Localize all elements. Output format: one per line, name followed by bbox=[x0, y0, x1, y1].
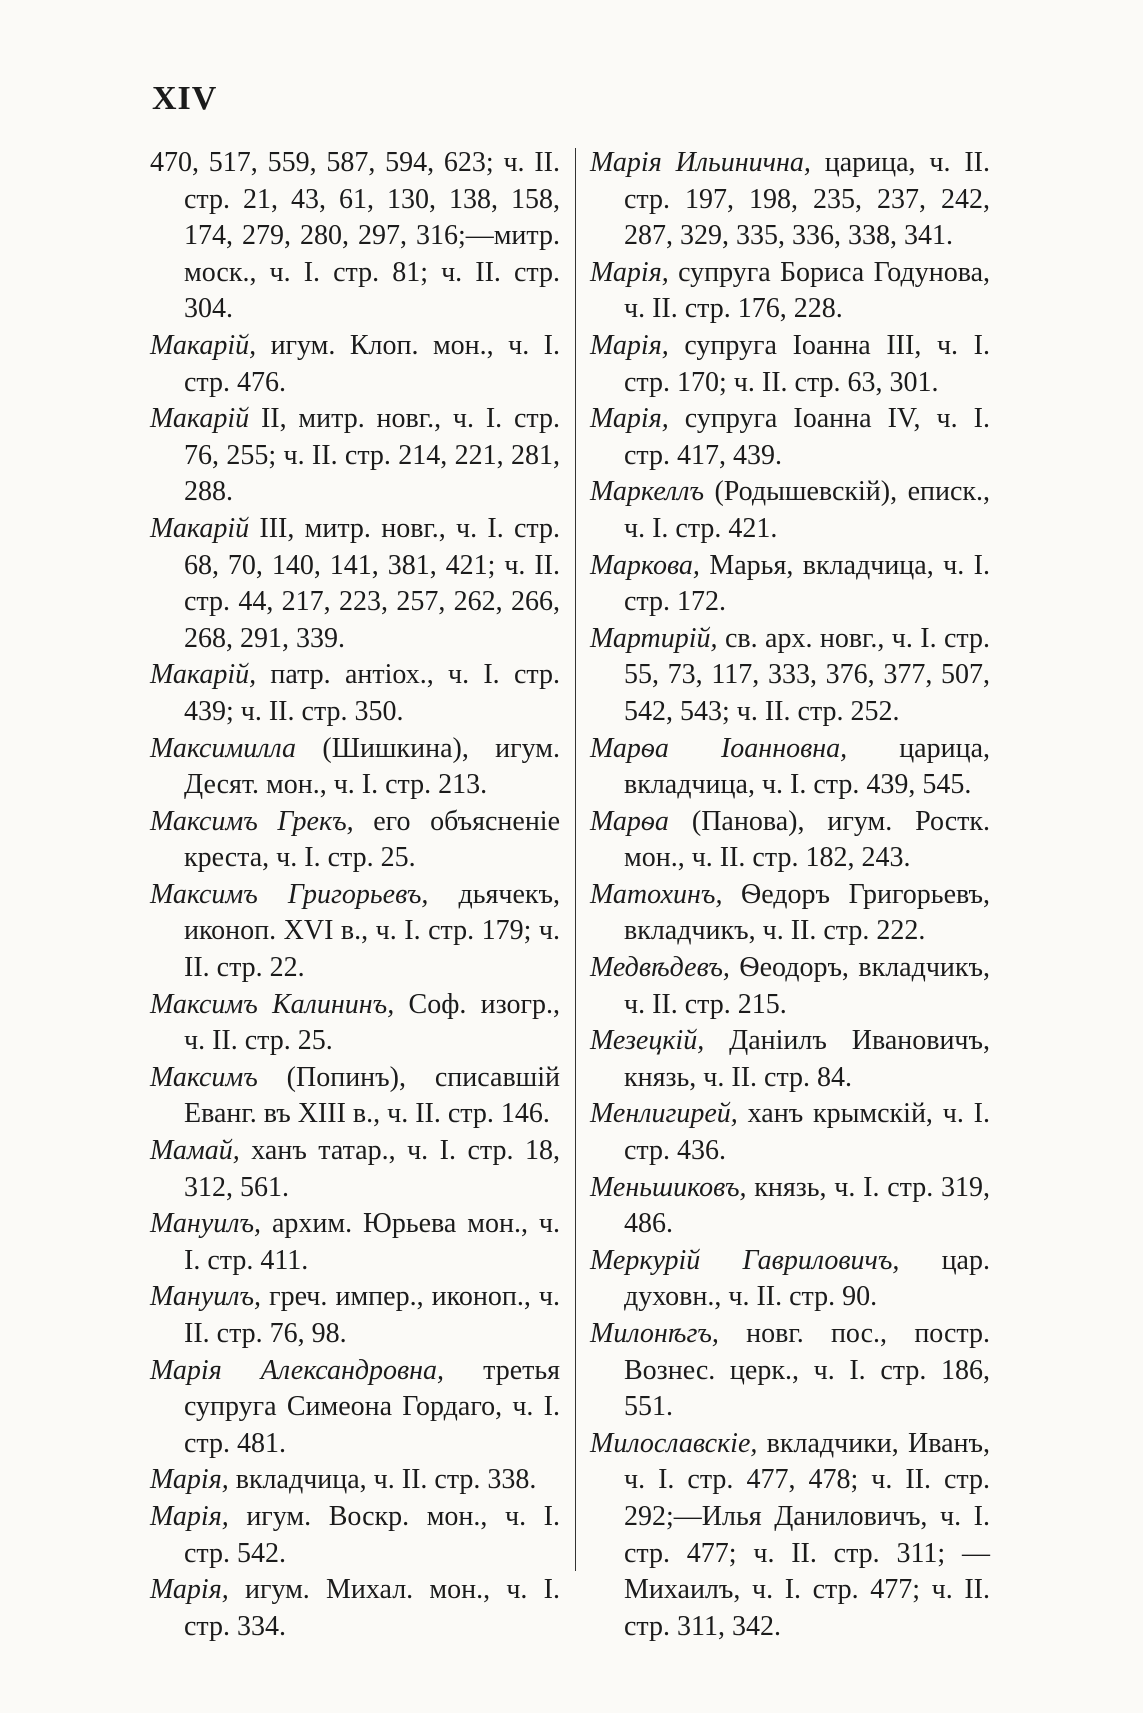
index-entry bbox=[150, 145, 560, 328]
index-entry bbox=[150, 731, 560, 804]
entry-headword: Марія, bbox=[590, 403, 669, 435]
entry-text: ханъ татар., ч. I. стр. 18, 312, 561. bbox=[184, 1135, 560, 1203]
entry-text: патр. антіох., ч. I. стр. 439; ч. II. стр. 350. bbox=[184, 659, 560, 727]
index-entry bbox=[150, 1206, 560, 1279]
index-entry bbox=[150, 987, 560, 1060]
column-divider bbox=[575, 148, 576, 1571]
entry-headword: Марія Ильинична, bbox=[590, 147, 811, 178]
index-entry bbox=[590, 1243, 990, 1316]
entry-text: его объясненіе креста, ч. I. стр. 25. bbox=[184, 805, 561, 874]
entry-headword: Макарій, bbox=[150, 659, 257, 691]
index-entry bbox=[590, 145, 990, 255]
entry-text: князь, ч. I. стр. 319, 486. bbox=[624, 1171, 990, 1240]
entry-text: (Родышевскій), еписк., ч. I. стр. 421. bbox=[624, 476, 990, 544]
entry-text: супруга Бориса Годунова, ч. II. стр. 176, 228. bbox=[624, 256, 990, 325]
entry-text: 470, 517, 559, 587, 594, 623; ч. II. стр. 21, 43, 61, 130, 138, 158, 174, 279, 280, 297, 316;—митр. моск., ч. I. стр. 81; ч. II. стр. 304. bbox=[150, 147, 560, 325]
entry-text: игум. Воскр. мон., ч. I. стр. 542. bbox=[184, 1500, 560, 1569]
index-entry bbox=[150, 1462, 560, 1499]
index-entry bbox=[590, 255, 990, 328]
index-entry bbox=[150, 1133, 560, 1206]
index-entry bbox=[590, 804, 990, 877]
entry-headword: Макарій, bbox=[150, 329, 257, 361]
index-entry bbox=[590, 1316, 990, 1426]
index-entry bbox=[150, 401, 560, 511]
entry-headword: Максимъ bbox=[150, 1061, 258, 1093]
entry-headword: Маркова, bbox=[590, 549, 700, 581]
index-entry bbox=[150, 804, 560, 877]
entry-text: ханъ крымскій, ч. I. стр. 436. bbox=[624, 1098, 990, 1167]
entry-text: дьячекъ, иконоп. XVI в., ч. I. стр. 179; ч. II. стр. 22. bbox=[184, 878, 560, 984]
entry-text: супруга Іоанна III, ч. I. стр. 170; ч. II. стр. 63, 301. bbox=[624, 329, 990, 398]
index-entry bbox=[590, 328, 990, 401]
entry-text: Ѳедоръ Григорьевъ, вкладчикъ, ч. II. стр. 222. bbox=[624, 878, 990, 947]
index-entry bbox=[150, 657, 560, 730]
entry-headword: Марія Александровна, bbox=[150, 1354, 445, 1386]
index-column-right bbox=[590, 145, 990, 1645]
entry-headword: Матохинъ, bbox=[590, 878, 723, 910]
index-entry bbox=[150, 877, 560, 987]
entry-text: игум. Клоп. мон., ч. I. стр. 476. bbox=[184, 329, 560, 398]
entry-headword: Маркеллъ bbox=[590, 476, 705, 508]
index-column-left bbox=[150, 145, 560, 1645]
entry-headword: Марія, bbox=[150, 1500, 229, 1532]
entry-headword: Милонѣгъ, bbox=[590, 1318, 719, 1349]
index-entry bbox=[150, 1353, 560, 1463]
entry-headword: Мануилъ, bbox=[150, 1208, 261, 1240]
entry-headword: Максимъ Грекъ, bbox=[150, 805, 354, 837]
entry-headword: Макарій bbox=[150, 403, 250, 435]
entry-headword: Марія, bbox=[150, 1574, 229, 1606]
entry-text: (Панова), игум. Ростк. мон., ч. II. стр. 182, 243. bbox=[624, 805, 990, 874]
entry-headword: Марія, bbox=[150, 1464, 229, 1496]
entry-text: (Попинъ), списавшій Еванг. въ XIII в., ч. II. стр. 146. bbox=[184, 1061, 560, 1130]
entry-headword: Милославскіе, bbox=[590, 1427, 758, 1459]
index-entry bbox=[150, 1279, 560, 1352]
entry-headword: Мамай, bbox=[150, 1135, 240, 1167]
entry-headword: Марѳа Іоанновна, bbox=[590, 732, 848, 764]
index-entry bbox=[150, 1060, 560, 1133]
entry-headword: Марія, bbox=[590, 256, 669, 288]
entry-headword: Мезецкій, bbox=[590, 1025, 705, 1057]
index-entry bbox=[150, 1499, 560, 1572]
index-entry bbox=[590, 401, 990, 474]
entry-text: св. арх. новг., ч. I. стр. 55, 73, 117, 333, 376, 377, 507, 542, 543; ч. II. стр. 252. bbox=[624, 622, 990, 727]
entry-headword: Марѳа bbox=[590, 805, 669, 837]
entry-headword: Максимилла bbox=[150, 732, 297, 764]
index-entry bbox=[590, 548, 990, 621]
entry-text: цар. духовн., ч. II. стр. 90. bbox=[624, 1244, 990, 1313]
entry-headword: Марія, bbox=[590, 329, 669, 361]
entry-text: царица, вкладчица, ч. I. стр. 439, 545. bbox=[624, 732, 991, 801]
page-number: XIV bbox=[152, 80, 218, 117]
entry-text: Соф. изогр., ч. II. стр. 25. bbox=[184, 988, 561, 1057]
entry-headword: Медвѣдевъ, bbox=[590, 952, 730, 984]
entry-headword: Максимъ Григорьевъ, bbox=[150, 878, 429, 910]
entry-text: Ѳеодоръ, вкладчикъ, ч. II. стр. 215. bbox=[624, 952, 990, 1020]
entry-headword: Меньшиковъ, bbox=[590, 1171, 747, 1203]
entry-text: Марья, вкладчица, ч. I. стр. 172. bbox=[624, 549, 990, 618]
index-entry bbox=[150, 1572, 560, 1645]
index-entry bbox=[590, 621, 990, 731]
index-entry bbox=[590, 1023, 990, 1096]
entry-text: архим. Юрьева мон., ч. I. стр. 411. bbox=[184, 1208, 560, 1276]
index-entry bbox=[150, 328, 560, 401]
entry-text: новг. пос., постр. Вознес. церк., ч. I. стр. 186, 551. bbox=[624, 1318, 990, 1423]
entry-text: вкладчики, Иванъ, ч. I. стр. 477, 478; ч. II. стр. 292;—Илья Даниловичъ, ч. I. стр. 477; ч. II. стр. 311; — Михаилъ, ч. I. стр. 477; ч. II. стр. 311, 342. bbox=[624, 1427, 990, 1642]
entry-text: (Шишкина), игум. Десят. мон., ч. I. стр. 213. bbox=[184, 732, 560, 801]
entry-text: игум. Михал. мон., ч. I. стр. 334. bbox=[184, 1574, 560, 1642]
entry-headword: Макарій bbox=[150, 512, 250, 544]
entry-text: супруга Іоанна IV, ч. I. стр. 417, 439. bbox=[624, 403, 990, 471]
entry-text: царица, ч. II. стр. 197, 198, 235, 237, 242, 287, 329, 335, 336, 338, 341. bbox=[624, 147, 990, 252]
index-entry bbox=[590, 950, 990, 1023]
entry-text: вкладчица, ч. II. стр. 338. bbox=[228, 1464, 537, 1496]
index-entry bbox=[590, 474, 990, 547]
entry-text: III, митр. новг., ч. I. стр. 68, 70, 140, 141, 381, 421; ч. II. стр. 44, 217, 223, 257, 262, 266, 268, 291, 339. bbox=[184, 512, 560, 654]
entry-headword: Максимъ Калининъ, bbox=[150, 988, 395, 1020]
entry-headword: Менлигирей, bbox=[590, 1098, 738, 1130]
index-entry bbox=[590, 1170, 990, 1243]
entry-headword: Меркурій Гавриловичъ, bbox=[590, 1244, 900, 1276]
entry-headword: Мануилъ, bbox=[150, 1281, 261, 1313]
index-entry bbox=[590, 1426, 990, 1646]
index-entry bbox=[590, 877, 990, 950]
index-entry bbox=[590, 731, 990, 804]
entry-text: третья супруга Симеона Гордаго, ч. I. стр. 481. bbox=[184, 1354, 561, 1459]
entry-text: II, митр. новг., ч. I. стр. 76, 255; ч. II. стр. 214, 221, 281, 288. bbox=[184, 403, 560, 508]
index-entry bbox=[150, 511, 560, 657]
entry-text: греч. импер., иконоп., ч. II. стр. 76, 98. bbox=[184, 1281, 560, 1349]
index-entry bbox=[590, 1096, 990, 1169]
entry-text: Даніилъ Ивановичъ, князь, ч. II. стр. 84. bbox=[624, 1025, 990, 1093]
entry-headword: Мартирій, bbox=[590, 622, 718, 654]
